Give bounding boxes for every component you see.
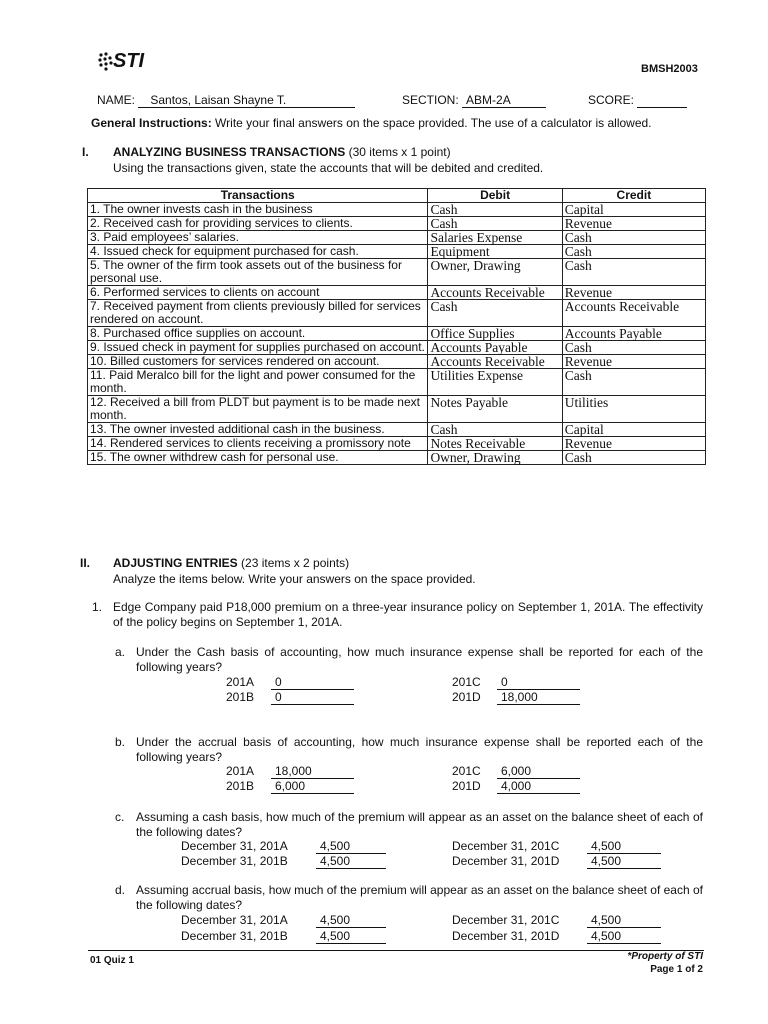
transaction-cell: 10. Billed customers for services rendered on account. [88, 355, 428, 369]
question-1-text: Edge Company paid P18,000 premium on a three-year insurance policy on September 1, 201A. The effectivity of the policy begins on September 1, 201A. [113, 600, 703, 629]
general-instructions [91, 116, 652, 130]
part2-numeral: II. [80, 556, 91, 570]
credit-cell: Capital [562, 423, 705, 437]
part1-subtitle: Using the transactions given, state the accounts that will be debited and credited. [113, 161, 544, 175]
part1-title: ANALYZING BUSINESS TRANSACTIONS [113, 145, 346, 159]
section-field [402, 93, 546, 108]
credit-cell: Cash [562, 341, 705, 355]
transaction-cell: 2. Received cash for providing services to clients. [88, 217, 428, 231]
name-field [97, 93, 355, 108]
year-label: 201A [226, 764, 255, 778]
answer-value: 6,000 [271, 780, 354, 794]
transaction-cell: 14. Rendered services to clients receiving a promissory note [88, 437, 428, 451]
answer-row [452, 929, 661, 944]
credit-cell: Utilities [562, 396, 705, 423]
transaction-cell: 1. The owner invests cash in the business [88, 203, 428, 217]
score-label: SCORE: [588, 93, 635, 107]
footer-page: Page 1 of 2 [650, 964, 703, 975]
part2-points: (23 items x 2 points) [241, 556, 350, 570]
transaction-cell: 8. Purchased office supplies on account. [88, 327, 428, 341]
sti-logo-icon [97, 51, 113, 71]
table-row [88, 231, 706, 245]
part2-subtitle: Analyze the items below. Write your answers on the space provided. [113, 572, 476, 586]
name-label: NAME: [97, 93, 136, 107]
transaction-cell: 3. Paid employees’ salaries. [88, 231, 428, 245]
score-value [637, 94, 687, 108]
table-row [88, 396, 706, 423]
transaction-cell: 15. The owner withdrew cash for personal use. [88, 451, 428, 465]
answer-row [181, 854, 386, 869]
credit-cell: Capital [562, 203, 705, 217]
debit-cell: Notes Receivable [428, 437, 562, 451]
part1-heading [113, 145, 451, 159]
answer-value: 4,500 [587, 855, 661, 869]
answer-row [181, 929, 386, 944]
sub-a-letter: a. [115, 645, 126, 659]
answer-row [452, 764, 580, 779]
sub-c-text: Assuming a cash basis, how much of the premium will appear as an asset on the balance sheet of each of the following dates? [136, 810, 703, 839]
section-value: ABM-2A [462, 94, 546, 108]
transaction-cell: 13. The owner invested additional cash in the business. [88, 423, 428, 437]
answer-value: 4,500 [316, 840, 386, 854]
credit-cell: Revenue [562, 437, 705, 451]
credit-cell: Revenue [562, 355, 705, 369]
year-label: 201D [452, 690, 481, 704]
table-row [88, 327, 706, 341]
section-label: SECTION: [402, 93, 459, 107]
answer-value: 4,500 [587, 930, 661, 944]
transaction-cell: 9. Issued check in payment for supplies purchased on account. [88, 341, 428, 355]
transaction-cell: 7. Received payment from clients previously billed for services rendered on account. [88, 300, 428, 327]
year-label: 201B [226, 690, 255, 704]
debit-cell: Equipment [428, 245, 562, 259]
debit-cell: Accounts Payable [428, 341, 562, 355]
answer-value: 0 [497, 676, 580, 690]
sub-a-text: Under the Cash basis of accounting, how much insurance expense shall be reported for each of the following years? [136, 645, 703, 674]
year-label: 201C [452, 764, 481, 778]
date-label: December 31, 201D [452, 929, 560, 943]
answer-row [226, 764, 354, 779]
footer-property: *Property of STI [627, 951, 703, 962]
answer-value: 0 [271, 676, 354, 690]
part2-heading [113, 556, 349, 570]
credit-cell: Cash [562, 259, 705, 286]
table-row [88, 286, 706, 300]
sub-d-text: Assuming accrual basis, how much of the premium will appear as an asset on the balance sheet of each of the following dates? [136, 883, 703, 912]
answer-row [226, 675, 354, 690]
date-label: December 31, 201C [452, 913, 560, 927]
footer-divider [88, 950, 704, 951]
credit-cell: Cash [562, 451, 705, 465]
score-field [588, 93, 687, 108]
answer-value: 4,500 [316, 914, 386, 928]
answer-value: 4,500 [587, 914, 661, 928]
footer-left: 01 Quiz 1 [90, 955, 134, 966]
answer-value: 6,000 [497, 765, 580, 779]
table-row [88, 245, 706, 259]
debit-cell: Owner, Drawing [428, 259, 562, 286]
part1-numeral: I. [82, 145, 89, 159]
sub-d-letter: d. [115, 883, 126, 897]
table-row [88, 217, 706, 231]
debit-cell: Cash [428, 203, 562, 217]
transaction-cell: 12. Received a bill from PLDT but payment is to be made next month. [88, 396, 428, 423]
table-row [88, 203, 706, 217]
answer-value: 4,500 [316, 855, 386, 869]
date-label: December 31, 201D [452, 854, 560, 868]
sub-b-text: Under the accrual basis of accounting, how much insurance expense shall be reported each of the following years? [136, 735, 703, 764]
debit-cell: Cash [428, 423, 562, 437]
sti-logo-text: STI [113, 50, 145, 72]
table-row [88, 369, 706, 396]
transaction-cell: 11. Paid Meralco bill for the light and power consumed for the month. [88, 369, 428, 396]
answer-value: 4,500 [316, 930, 386, 944]
date-label: December 31, 201A [181, 913, 288, 927]
year-label: 201B [226, 779, 255, 793]
answer-value: 18,000 [271, 765, 354, 779]
transaction-cell: 4. Issued check for equipment purchased for cash. [88, 245, 428, 259]
answer-value: 4,500 [587, 840, 661, 854]
debit-cell: Accounts Receivable [428, 286, 562, 300]
year-label: 201A [226, 675, 255, 689]
part1-points: (30 items x 1 point) [348, 145, 451, 159]
answer-row [452, 913, 661, 928]
debit-cell: Notes Payable [428, 396, 562, 423]
date-label: December 31, 201C [452, 839, 560, 853]
answer-row [226, 690, 354, 705]
table-row [88, 451, 706, 465]
year-label: 201C [452, 675, 481, 689]
answer-value: 0 [271, 691, 354, 705]
answer-row [181, 839, 386, 854]
date-label: December 31, 201A [181, 839, 288, 853]
header-transactions: Transactions [88, 189, 428, 203]
debit-cell: Cash [428, 300, 562, 327]
credit-cell: Revenue [562, 217, 705, 231]
transaction-cell: 6. Performed services to clients on account [88, 286, 428, 300]
answer-row [452, 675, 580, 690]
table-row [88, 423, 706, 437]
year-label: 201D [452, 779, 481, 793]
question-1-number: 1. [92, 600, 103, 614]
table-row [88, 437, 706, 451]
credit-cell: Accounts Receivable [562, 300, 705, 327]
table-row [88, 341, 706, 355]
header-debit: Debit [428, 189, 562, 203]
answer-value: 4,000 [497, 780, 580, 794]
credit-cell: Accounts Payable [562, 327, 705, 341]
debit-cell: Cash [428, 217, 562, 231]
debit-cell: Owner, Drawing [428, 451, 562, 465]
course-code: BMSH2003 [641, 63, 698, 75]
part2-title: ADJUSTING ENTRIES [113, 556, 238, 570]
answer-row [452, 854, 661, 869]
debit-cell: Utilities Expense [428, 369, 562, 396]
credit-cell: Revenue [562, 286, 705, 300]
answer-row [181, 913, 386, 928]
credit-cell: Cash [562, 245, 705, 259]
credit-cell: Cash [562, 369, 705, 396]
date-label: December 31, 201B [181, 929, 288, 943]
date-label: December 31, 201B [181, 854, 288, 868]
instructions-label: General Instructions: [91, 116, 212, 130]
debit-cell: Office Supplies [428, 327, 562, 341]
answer-row [226, 779, 354, 794]
table-header-row [88, 189, 706, 203]
instructions-text: Write your final answers on the space provided. The use of a calculator is allowed. [215, 116, 652, 130]
header-credit: Credit [562, 189, 705, 203]
answer-row [452, 690, 580, 705]
answer-value: 18,000 [497, 691, 580, 705]
credit-cell: Cash [562, 231, 705, 245]
answer-row [452, 839, 661, 854]
name-value: Santos, Laisan Shayne T. [138, 94, 355, 108]
debit-cell: Salaries Expense [428, 231, 562, 245]
transactions-table [87, 188, 706, 465]
answer-row [452, 779, 580, 794]
sub-b-letter: b. [115, 735, 126, 749]
sub-c-letter: c. [115, 810, 125, 824]
table-row [88, 300, 706, 327]
table-row [88, 355, 706, 369]
debit-cell: Accounts Receivable [428, 355, 562, 369]
transaction-cell: 5. The owner of the firm took assets out of the business for personal use. [88, 259, 428, 286]
table-row [88, 259, 706, 286]
